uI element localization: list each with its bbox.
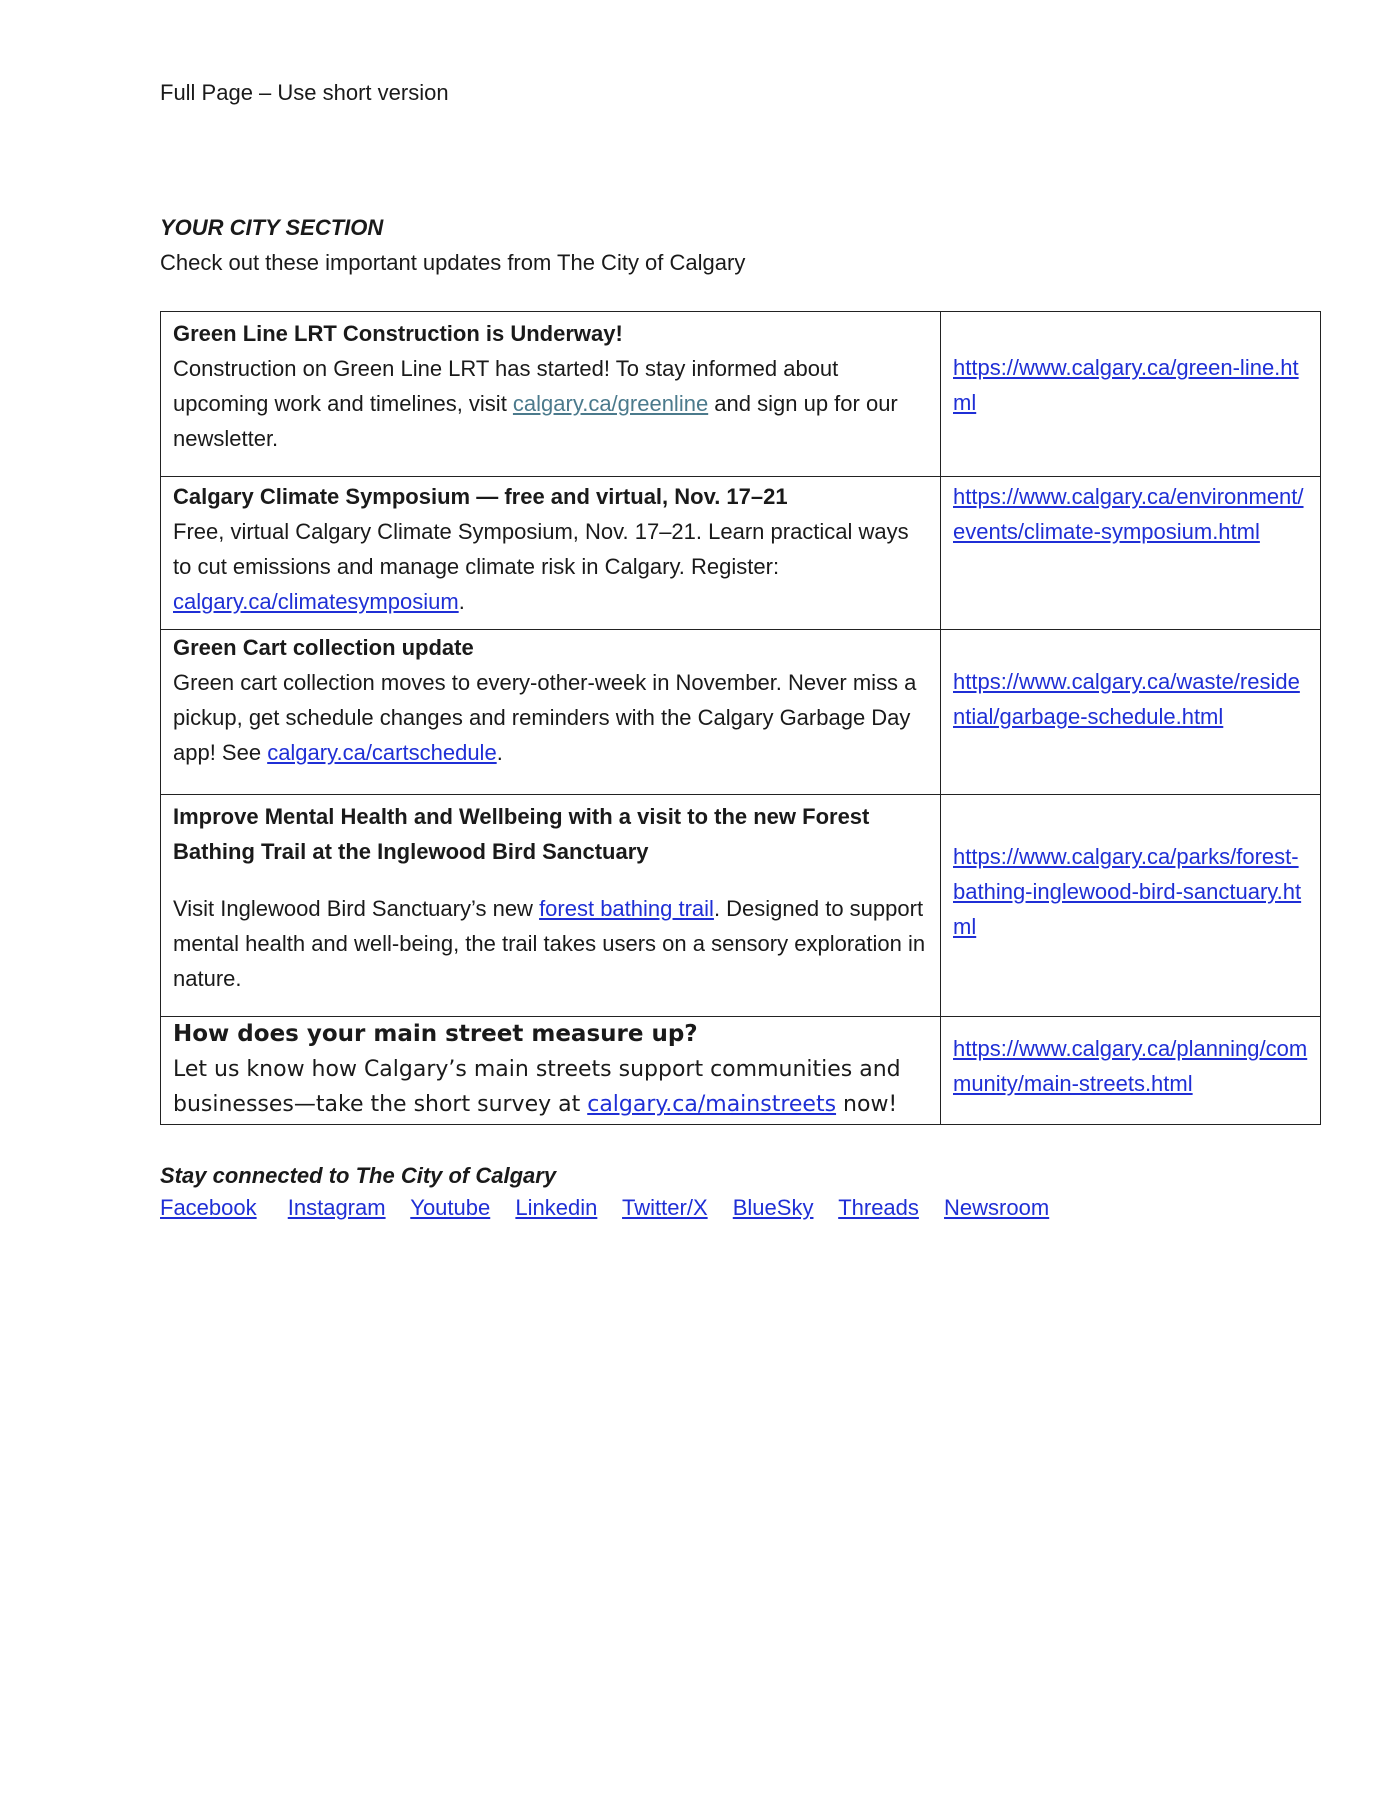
table-row xyxy=(161,630,1321,795)
update-url-cell xyxy=(941,795,1321,1017)
table-row xyxy=(161,1017,1321,1125)
update-content-cell xyxy=(161,630,941,795)
update-url-cell xyxy=(941,1017,1321,1125)
update-url-link[interactable]: https://www.calgary.ca/planning/community/main-streets.html xyxy=(953,1036,1308,1096)
update-content-cell xyxy=(161,477,941,630)
update-text: . xyxy=(458,589,465,614)
update-body xyxy=(173,665,928,770)
update-url-cell xyxy=(941,312,1321,477)
update-body xyxy=(173,891,928,996)
social-links xyxy=(160,1195,1068,1221)
inline-link[interactable]: calgary.ca/mainstreets xyxy=(587,1092,837,1117)
update-title: Calgary Climate Symposium — free and virtual, Nov. 17–21 xyxy=(173,484,788,509)
section-title: YOUR CITY SECTION xyxy=(160,215,384,240)
update-body xyxy=(173,514,928,619)
update-text: Green cart collection moves to every-other-week in November. Never miss a pickup, get schedule changes and reminders with the Calgary Garbage Day app! See xyxy=(173,670,917,765)
inline-link[interactable]: forest bathing trail xyxy=(539,896,714,921)
update-text: . xyxy=(496,740,503,765)
social-link-newsroom[interactable]: Newsroom xyxy=(944,1195,1050,1220)
updates-table xyxy=(160,311,1321,1125)
table-row xyxy=(161,795,1321,1017)
social-link-facebook[interactable]: Facebook xyxy=(160,1195,257,1220)
update-text: . Designed to support mental health and well-being, the trail takes users on a sensory exploration in nature. xyxy=(173,896,926,991)
update-title: How does your main street measure up? xyxy=(173,1021,698,1047)
update-url-link[interactable]: https://www.calgary.ca/environment/events/climate-symposium.html xyxy=(953,484,1304,544)
update-url-cell xyxy=(941,630,1321,795)
header-note: Full Page – Use short version xyxy=(160,80,449,105)
update-body xyxy=(173,351,928,456)
update-text: Visit Inglewood Bird Sanctuary’s new xyxy=(173,896,540,921)
social-link-instagram[interactable]: Instagram xyxy=(287,1195,386,1220)
inline-link[interactable]: calgary.ca/cartschedule xyxy=(267,740,497,765)
update-text: Let us know how Calgary’s main streets support communities and businesses—take the short survey at xyxy=(173,1057,901,1117)
stay-connected-title: Stay connected to The City of Calgary xyxy=(160,1163,557,1188)
update-body xyxy=(173,1052,928,1122)
update-content-cell xyxy=(161,312,941,477)
update-content-cell xyxy=(161,1017,941,1125)
social-link-threads[interactable]: Threads xyxy=(838,1195,919,1220)
update-text: and sign up for our newsletter. xyxy=(173,391,898,451)
update-content-cell xyxy=(161,795,941,1017)
update-text: Free, virtual Calgary Climate Symposium, Nov. 17–21. Learn practical ways to cut emissions and manage climate risk in Calgary. Register: xyxy=(173,519,909,579)
update-url-link[interactable]: https://www.calgary.ca/parks/forest-bathing-inglewood-bird-sanctuary.html xyxy=(953,844,1302,939)
update-url-cell xyxy=(941,477,1321,630)
inline-link[interactable]: calgary.ca/climatesymposium xyxy=(173,589,459,614)
update-title: Green Cart collection update xyxy=(173,635,474,660)
table-row xyxy=(161,477,1321,630)
update-title: Green Line LRT Construction is Underway! xyxy=(173,321,623,346)
social-link-twitter[interactable]: Twitter/X xyxy=(622,1195,708,1220)
update-url-link[interactable]: https://www.calgary.ca/green-line.html xyxy=(953,355,1299,415)
inline-link[interactable]: calgary.ca/greenline xyxy=(512,391,709,416)
social-link-linkedin[interactable]: Linkedin xyxy=(515,1195,598,1220)
update-text: Construction on Green Line LRT has started! To stay informed about upcoming work and timelines, visit xyxy=(173,356,839,416)
social-link-youtube[interactable]: Youtube xyxy=(410,1195,491,1220)
social-link-bluesky[interactable]: BlueSky xyxy=(732,1195,814,1220)
update-url-link[interactable]: https://www.calgary.ca/waste/residential/garbage-schedule.html xyxy=(953,669,1300,729)
spacer xyxy=(173,869,928,891)
update-text: now! xyxy=(836,1092,898,1117)
section-subtitle: Check out these important updates from The City of Calgary xyxy=(160,250,746,275)
update-title: Improve Mental Health and Wellbeing with a visit to the new Forest Bathing Trail at the Inglewood Bird Sanctuary xyxy=(173,804,870,864)
table-row xyxy=(161,312,1321,477)
